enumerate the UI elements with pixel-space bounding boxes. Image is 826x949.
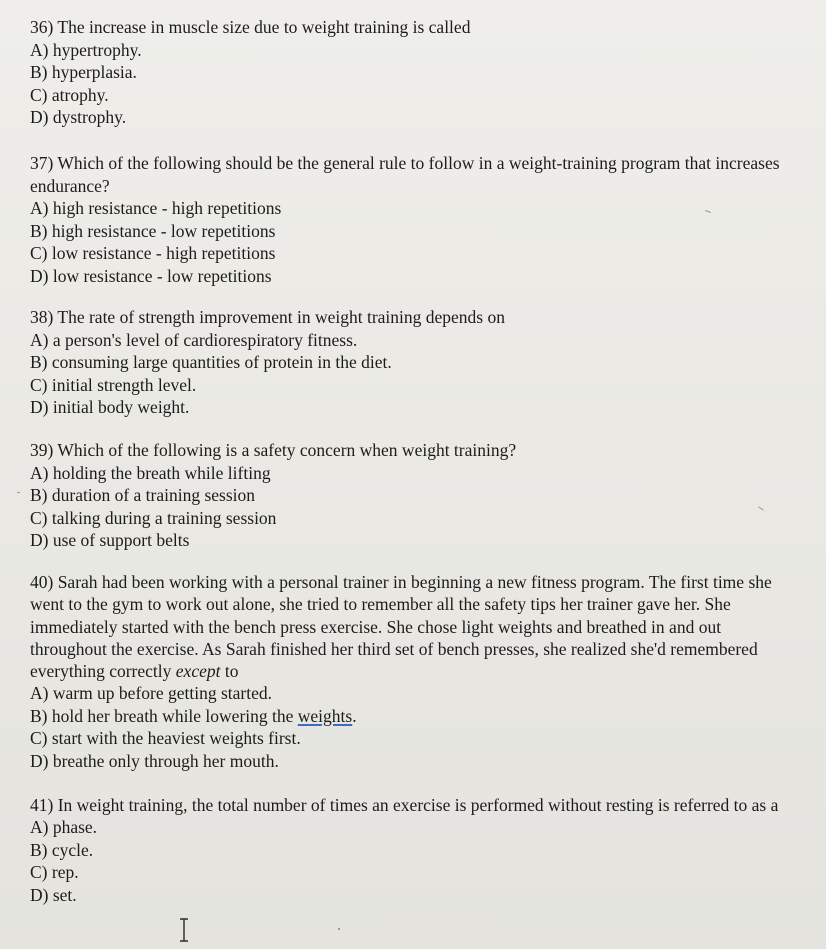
answer-options — [30, 462, 800, 552]
option-d: D) dystrophy. — [30, 107, 127, 127]
stray-mark — [17, 492, 20, 493]
option-b-underlined-word: weights — [297, 705, 353, 726]
option-d: D) use of support belts — [30, 530, 190, 550]
question-stem — [30, 571, 800, 682]
option-c: C) talking during a training session — [30, 507, 277, 528]
option-c: C) rep. — [30, 862, 79, 883]
question-38 — [30, 306, 800, 419]
answer-options — [30, 329, 800, 419]
option-d: D) initial body weight. — [30, 397, 190, 417]
option-b: B) consuming large quantities of protein in the diet. — [30, 352, 392, 372]
question-stem: 37) Which of the following should be the general rule to follow in a weight-training program that increases endurance? — [30, 153, 780, 196]
option-d: D) set. — [30, 884, 77, 905]
question-36 — [30, 16, 800, 129]
option-c: C) low resistance - high repetitions — [30, 243, 276, 263]
answer-options — [30, 197, 800, 287]
option-b: B) high resistance - low repetitions — [30, 220, 276, 241]
stem-text-end: to — [220, 661, 239, 682]
question-41 — [30, 794, 800, 906]
option-d: D) low resistance - low repetitions — [30, 265, 272, 286]
option-a: A) phase. — [30, 817, 98, 838]
text-cursor-icon — [178, 918, 190, 942]
option-a: A) warm up before getting started. — [30, 683, 273, 704]
question-stem: 38) The rate of strength improvement in weight training depends on — [30, 307, 505, 327]
option-b-period: . — [352, 705, 357, 726]
answer-options — [30, 682, 800, 772]
option-a: A) a person's level of cardiorespiratory fitness. — [30, 329, 358, 350]
question-37 — [30, 152, 800, 287]
question-39 — [30, 439, 800, 552]
option-c: C) atrophy. — [30, 84, 109, 105]
stray-mark — [338, 928, 340, 930]
stem-emphasis: except — [175, 661, 221, 682]
option-b-text: B) hold her breath while lowering the — [30, 705, 298, 726]
question-stem: 36) The increase in muscle size due to weight training is called — [30, 17, 471, 37]
option-c: C) start with the heaviest weights first. — [30, 728, 301, 749]
question-stem: 39) Which of the following is a safety concern when weight training? — [30, 440, 517, 460]
option-b: B) duration of a training session — [30, 485, 256, 505]
option-a: A) hypertrophy. — [30, 39, 142, 60]
question-40 — [30, 571, 800, 772]
option-c: C) initial strength level. — [30, 374, 197, 395]
answer-options — [30, 39, 800, 129]
option-b: B) cycle. — [30, 839, 94, 860]
option-d: D) breathe only through her mouth. — [30, 750, 279, 771]
option-b — [30, 705, 800, 728]
question-stem: 41) In weight training, the total number of times an exercise is performed without resting is referred to as a — [30, 795, 779, 815]
option-b: B) hyperplasia. — [30, 62, 137, 82]
option-a: A) holding the breath while lifting — [30, 462, 271, 483]
option-a: A) high resistance - high repetitions — [30, 198, 282, 218]
answer-options — [30, 816, 800, 906]
stem-text: 40) Sarah had been working with a personal trainer in beginning a new fitness program. The first time she went to the gym to work out alone, she tried to remember all the safety tips her trainer gave her. She immediately started with the bench press exercise. She chose light weights and breathed in and out throughout the exercise. As Sarah finished her third set of bench presses, she realized she'd remembered everything correctly — [30, 572, 772, 682]
